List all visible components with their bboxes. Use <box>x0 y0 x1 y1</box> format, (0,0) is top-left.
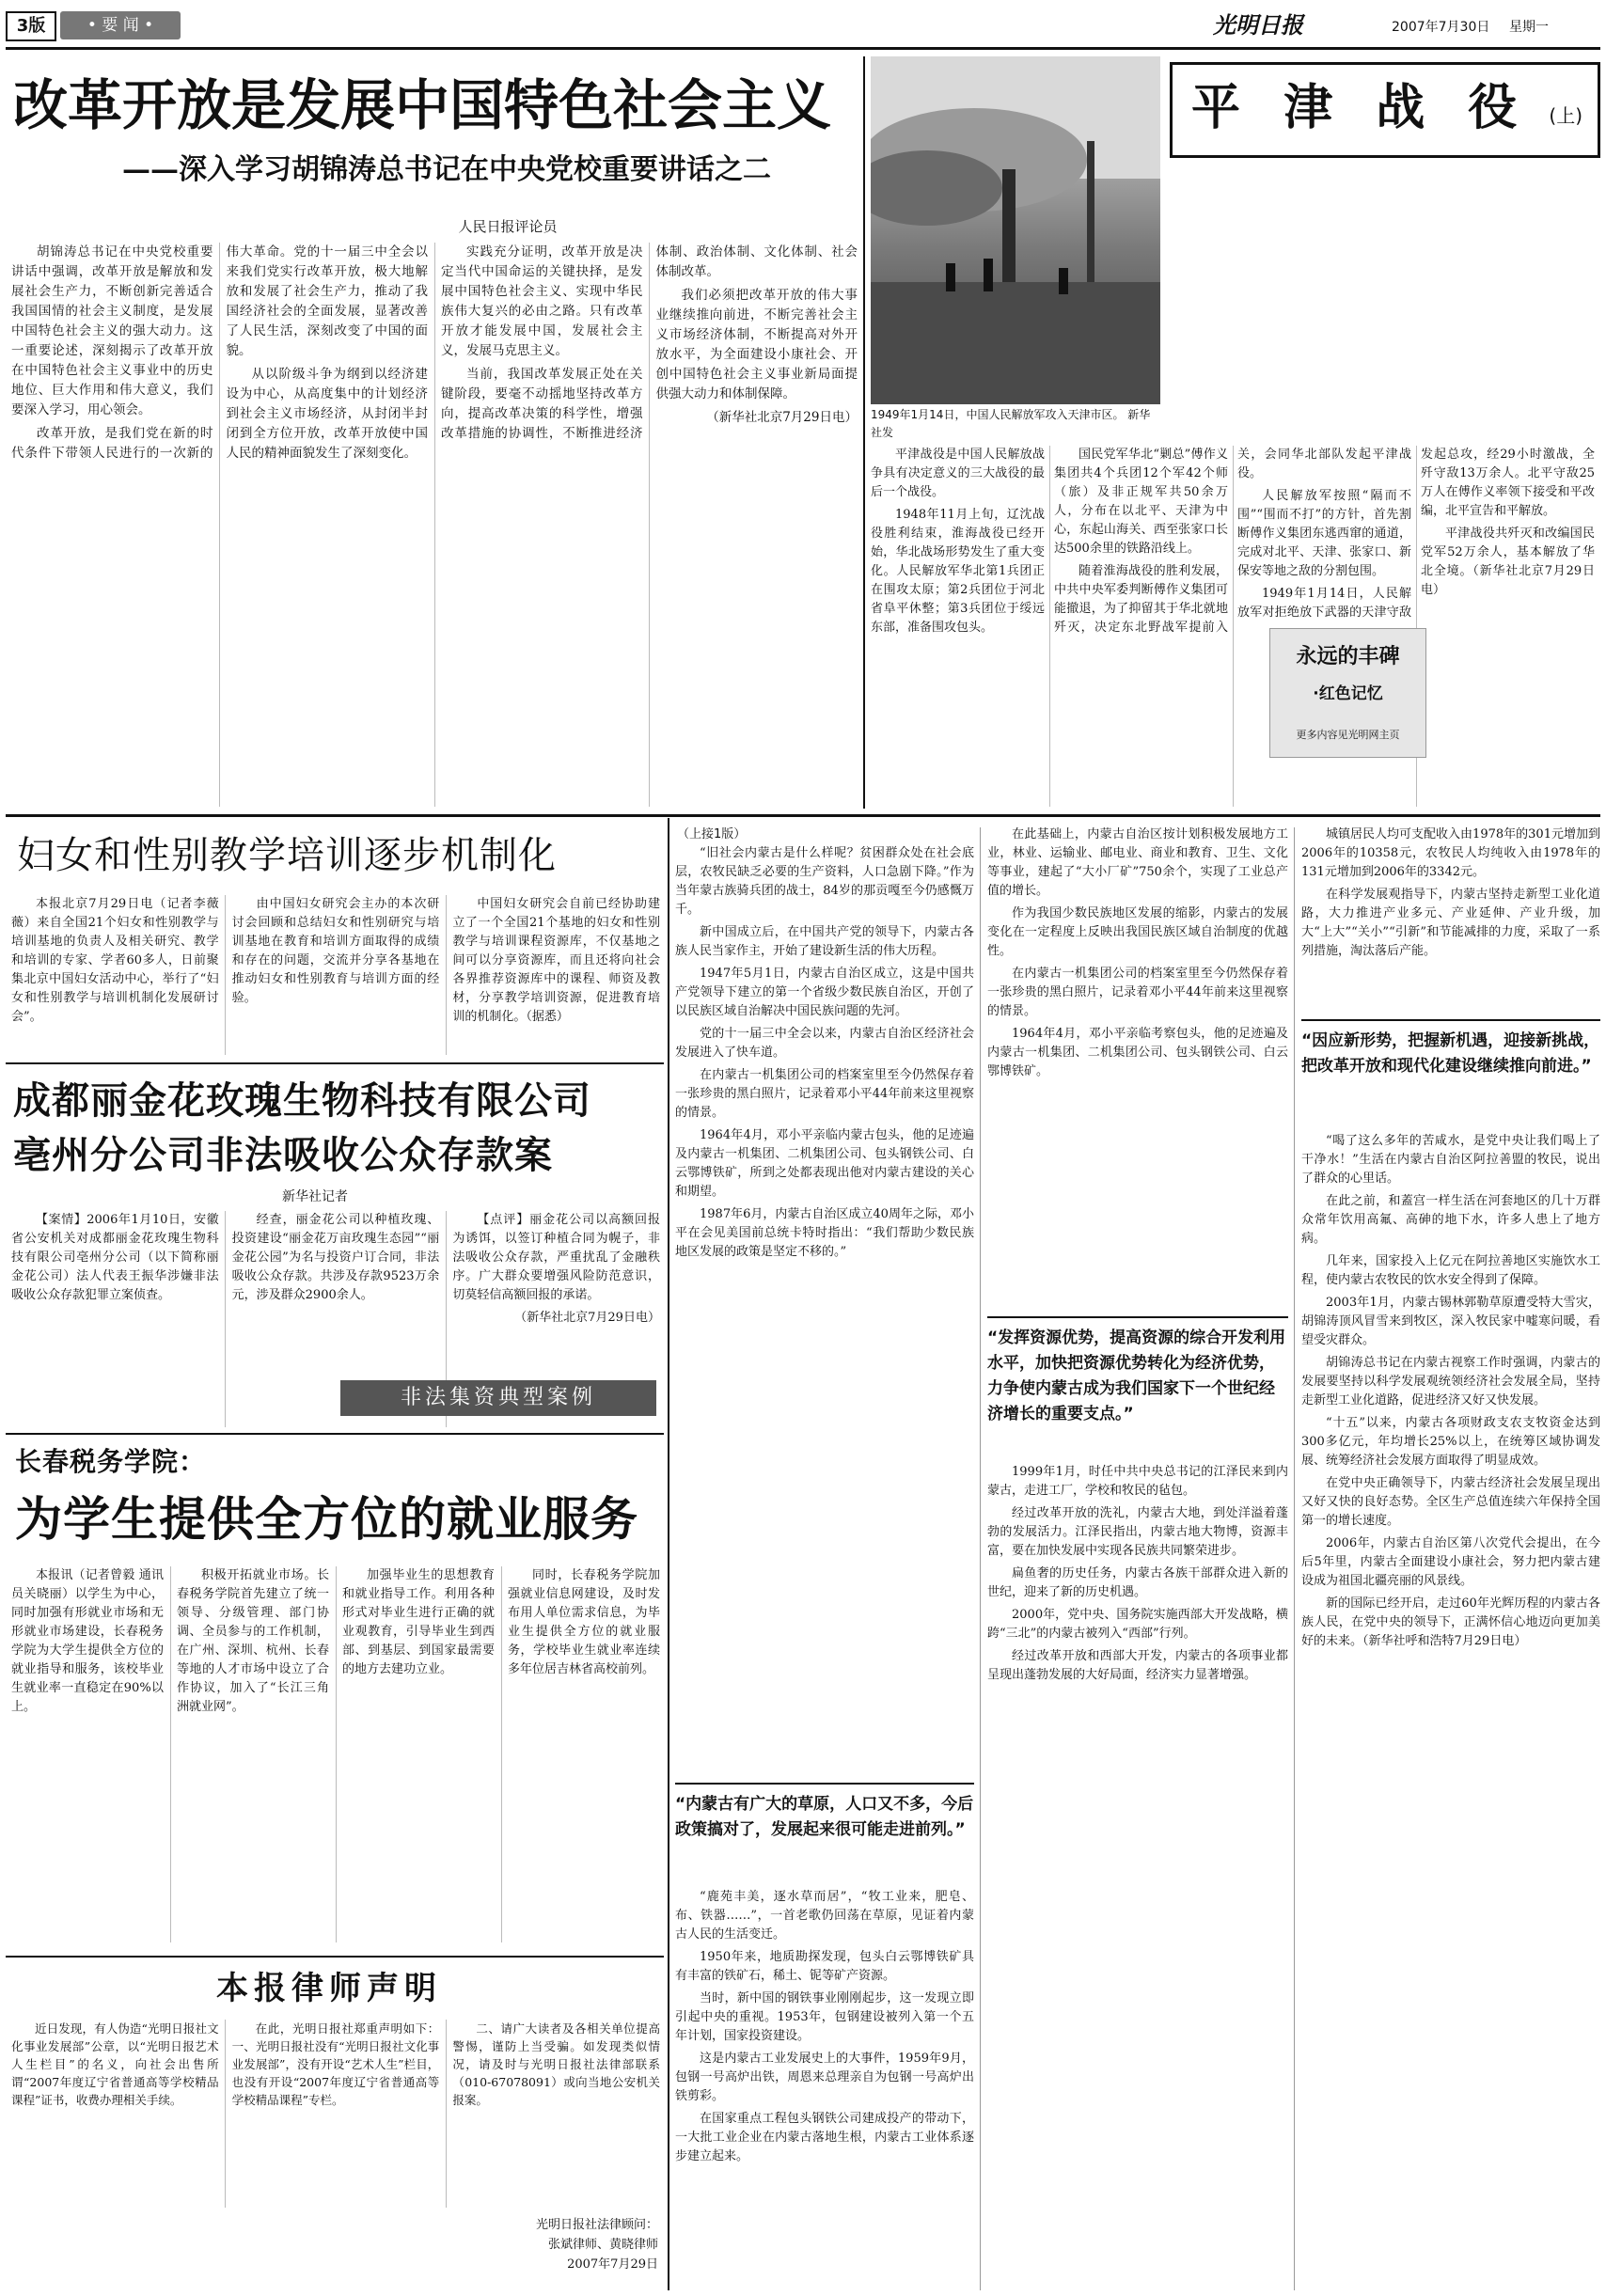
nm-paragraph: 经过改革开放的洗礼，内蒙古大地，到处洋溢着蓬勃的发展活力。江泽民指出，内蒙古地大物博，资源丰富，要在加快发展中实现各民族共同繁荣进步。 <box>987 1506 1288 1558</box>
continued-marker: （上接1版） <box>677 827 747 841</box>
nm-paragraph: 1964年4月，邓小平亲临内蒙古包头，他的足迹遍及内蒙古一机集团、二机集团公司、包头钢铁公司、白云鄂博铁矿，所到之处都表现出他对内蒙古建设的关心和期望。 <box>675 1128 974 1199</box>
pingjin-paragraph: 人民解放军按照“隔而不围”“围而不打”的方针，首先割断傅作义集团东逃西窜的通道，完成对北平、天津、张家口、新保安等地之敌的分割包围。 <box>1237 489 1411 578</box>
women-paragraph: 由中国妇女研究会主办的本次研讨会回顾和总结妇女和性别研究与培训基地在教育和培训方面取得的成绩和存在的问题，交流并分享各基地在推动妇女和性别教育与培训方面的经验。 <box>231 897 440 1005</box>
nm-paragraph: 2006年，内蒙古自治区第八次党代会提出，在今后5年里，内蒙古全面建设小康社会，努力把内蒙古建设成为祖国北疆亮丽的风景线。 <box>1301 1536 1600 1588</box>
pingjin-paragraph: 平津战役是中国人民解放战争具有决定意义的三大战役的最后一个战役。 <box>871 448 1045 499</box>
nm-col2-bottom <box>987 1463 1288 2290</box>
nm-paragraph: “喝了这么多年的苦咸水，是党中央让我们喝上了干净水！”生活在内蒙古自治区阿拉善盟的牧民，说出了群众的心里话。 <box>1301 1134 1600 1186</box>
section-label: • 要 闻 • <box>60 11 181 39</box>
case-headline-line2: 亳州分公司非法吸收公众存款案 <box>13 1134 553 1177</box>
nm-paragraph: 这是内蒙古工业发展史上的大事件，1959年9月，包钢一号高炉出铁，周恩来总理亲自为包钢一号高炉出铁剪彩。 <box>675 2052 974 2103</box>
nm-paragraph: “十五”以来，内蒙古各项财政支农支牧资金达到300多亿元，年均增长25%以上，在统筹区域协调发展、统筹经济社会发展方面取得了明显成效。 <box>1301 1416 1600 1468</box>
nm-paragraph: 1950年来，地质勘探发现，包头白云鄂博铁矿具有丰富的铁矿石，稀土、铌等矿产资源。 <box>675 1950 974 1983</box>
issue-weekday: 星期一 <box>1509 20 1549 35</box>
lawyer-paragraph: 近日发现，有人伪造“光明日报社文化事业发展部”公章，以“光明日报艺术人生栏目”的名义，向社会出售所谓“2007年度辽宁省普通高等学校精品课程”证书，收费办理相关手续。 <box>11 2021 219 2107</box>
nm-col2-top <box>987 826 1288 1309</box>
lead-paragraph: 我们必须把改革开放的伟大事业继续推向前进，不断完善社会主义市场经济体制，不断提高对外开放水平，为全面建设小康社会、开创中国特色社会主义事业新局面提供强大动力和体制保障。 <box>655 288 858 401</box>
nm-pull-quote-3: “因应新形势，把握新机遇，迎接新挑战，把改革开放和现代化建设继续推向前进。” <box>1301 1019 1600 1132</box>
nm-paragraph: 在内蒙古一机集团公司的档案室里至今仍然保存着一张珍贵的黑白照片，记录着邓小平44年前来这里视察的情景。 <box>987 967 1288 1018</box>
paper-name: 光明日报 <box>1213 11 1303 39</box>
nm-paragraph: 1987年6月，内蒙古自治区成立40周年之际，邓小平在会见美国前总统卡特时指出：“我们帮助少数民族地区发展的政策是坚定不移的。” <box>675 1207 974 1259</box>
case-headline-line1: 成都丽金花玫瑰生物科技有限公司 <box>13 1079 591 1123</box>
page-number: 3版 <box>6 11 56 41</box>
case-byline: 新华社记者 <box>282 1189 348 1204</box>
changchun-headline: 为学生提供全方位的就业服务 <box>15 1492 638 1547</box>
women-paragraph: 中国妇女研究会自前已经协助建立了一个全国21个基地的妇女和性别教学与培训课程资源库，不仅基地之间可以分享资源库，而且还将向社会各界推荐资源库中的课程、师资及教材，分享教学培训资源，促进教育培训的机制化。（据悉） <box>452 897 660 1024</box>
nm-paragraph: 胡锦涛总书记在内蒙古视察工作时强调，内蒙古的发展要坚持以科学发展观统领经济社会发展全局，坚持走新型工业化道路，促进经济又好又快发展。 <box>1301 1356 1600 1407</box>
nm-paragraph: 几年来，国家投入上亿元在阿拉善地区实施饮水工程，使内蒙古农牧民的饮水安全得到了保障。 <box>1301 1254 1600 1287</box>
lawyer-signer: 光明日报社法律顾问： <box>535 2218 658 2232</box>
nm-paragraph: “鹿苑丰美，逐水草而居”，“牧工业来，肥皂、布、铁器……”，一首老歌仍回荡在草原，见证着内蒙古人民的生活变迁。 <box>675 1890 974 1942</box>
lead-paragraph: 当前，我国改革发展正处在关键阶段，要毫不动摇地坚持改革方向，提高改革决策的科学性，增强改革措施的协调性，不断推进经济体制、政治体制、文化体制、社会体制改革。 <box>441 244 858 441</box>
battle-photo-image <box>871 56 1160 404</box>
nm-col3-top <box>1301 826 1600 1014</box>
changchun-paragraph: 积极开拓就业市场。长春税务学院首先建立了统一领导、分级管理、部门协调、全员参与的工作机制，在广州、深圳、杭州、长春等地的人才市场中设立了合作协议，加入了“长江三角洲就业网”。 <box>177 1568 329 1714</box>
pingjin-part: (上) <box>1549 104 1582 127</box>
nm-paragraph: 作为我国少数民族地区发展的缩影，内蒙古的发展变化在一定程度上反映出我国民族区域自治制度的优越性。 <box>987 906 1288 958</box>
nm-paragraph: 在此之前，和蓋宫一样生活在河套地区的几十万群众常年饮用高氟、高砷的地下水，许多人患上了地方病。 <box>1301 1194 1600 1246</box>
lead-paragraph: 从以阶级斗争为纲到以经济建设为中心，从高度集中的计划经济到社会主义市场经济，从封闭半封闭到全方位开放，改革开放使中国人民的精神面貌发生了深刻变化。 <box>226 367 428 461</box>
nm-paragraph: 1999年1月，时任中共中央总书记的江泽民来到内蒙古，走进工厂，学校和牧民的毡包。 <box>987 1465 1288 1498</box>
lawyer-body <box>11 2020 660 2208</box>
nm-paragraph: 党的十一届三中全会以来，内蒙古自治区经济社会发展进入了快车道。 <box>675 1027 974 1060</box>
lawyer-headline: 本报律师声明 <box>216 1970 442 2007</box>
changchun-paragraph: 同时，长春税务学院加强就业信息网建设，及时发布用人单位需求信息，为毕业生提供全方位的就业服务，学校毕业生就业率连续多年位居吉林省高校前列。 <box>508 1568 660 1676</box>
women-paragraph: 本报北京7月29日电（记者李薇薇）来自全国21个妇女和性别教学与培训基地的负责人及相关研究、教学和培训的专家、学者60多人，日前聚集北京中国妇女活动中心，举行了“妇女和性别教学与培训机制化发展研讨会”。 <box>11 897 219 1024</box>
section-rule <box>6 814 1600 817</box>
nm-paragraph: 城镇居民人均可支配收入由1978年的301元增加到2006年的10358元，农牧民人均纯收入由1978年的131元增加到2006年的3342元。 <box>1301 827 1600 879</box>
badge-title: 永远的丰碑 <box>1296 645 1400 668</box>
changchun-kicker: 长春税务学院： <box>15 1446 207 1477</box>
nm-paragraph: 在科学发展观指导下，内蒙古坚持走新型工业化道路，大力推进产业多元、产业延伸、产业升级，加大“上大”“关小”“引新”和节能减排的力度，采取了一系列措施，淘汰落后产能。 <box>1301 888 1600 958</box>
pingjin-paragraph: 随着淮海战役的胜利发展，中共中央军委判断傅作义集团可能撤退，为了抑留其于华北就地歼灭，决定东北野战军提前入关，会同华北部队发起平津战役。 <box>1054 448 1411 635</box>
nm-paragraph: 在国家重点工程包头钢铁公司建成投产的带动下，一大批工业企业在内蒙古落地生根，内蒙古工业体系逐步建立起来。 <box>675 2112 974 2163</box>
pingjin-paragraph: 平津战役共歼灭和改编国民党军52万余人，基本解放了华北全境。（新华社北京7月29日电） <box>1421 527 1595 597</box>
column-divider <box>863 56 865 809</box>
pingjin-paragraph: 1948年11月上旬，辽沈战役胜利结束，淮海战役已经开始，华北战场形势发生了重大变化。人民解放军华北第1兵团正在围攻太原；第2兵团位于河北省阜平休整；第3兵团位于绥远东部，准备围攻包头。 <box>871 508 1045 635</box>
nm-paragraph: 在此基础上，内蒙古自治区按计划积极发展地方工业，林业、运输业、邮电业、商业和教育、卫生、文化等事业，建起了“大小厂矿”750余个，实现了工业总产值的增长。 <box>987 827 1288 898</box>
pingjin-title: 平 津 战 役 <box>1191 80 1531 136</box>
nm-pull-quote-1: “内蒙古有广大的草原，人口又不多，今后政策搞对了，发展起来很可能走进前列。” <box>675 1783 974 1886</box>
pingjin-paragraph: 国民党军华北“剿总”傅作义集团共4个兵团12个军42个师（旅）及非正规军共50余万人，分布在以北平、天津为中心，东起山海关、西至张家口长达500余里的铁路沿线上。 <box>1054 448 1228 556</box>
women-body <box>11 895 660 1055</box>
changchun-paragraph: 本报讯（记者曾毅 通讯员关晓丽）以学生为中心，同时加强有形就业市场和无形就业市场建设，长春税务学院为大学生提供全方位的就业指导和服务，该校毕业生就业率一直稳定在90%以上。 <box>11 1568 164 1714</box>
case-paragraph: 【案情】2006年1月10日，安徽省公安机关对成都丽金花玫瑰生物科技有限公司亳州分公司（以下简称丽金花公司）法人代表王振华涉嫌非法吸收公众存款犯罪立案侦查。 <box>11 1213 219 1302</box>
case-paragraph: 经查，丽金花公司以种植玫瑰、投资建设“丽金花万亩玫瑰生态园”“丽金花公园”为名与投资户订合同，非法吸收公众存款。共涉及存款9523万余元，涉及群众2900余人。 <box>231 1213 440 1302</box>
nm-paragraph: 新中国成立后，在中国共产党的领导下，内蒙古各族人民当家作主，开始了建设新生活的伟大历程。 <box>675 925 974 958</box>
women-headline: 妇女和性别教学培训逐步机制化 <box>17 834 557 877</box>
nm-paragraph: 经过改革开放和西部大开发，内蒙古的各项事业都呈现出蓬勃发展的大好局面，经济实力显著增强。 <box>987 1649 1288 1682</box>
lawyer-date: 2007年7月29日 <box>567 2257 658 2272</box>
nm-pull-quote-2: “发挥资源优势，提高资源的综合开发利用水平，加快把资源优势转化为经济优势，力争使内蒙古成为我们国家下一个世纪经济增长的重要支点。” <box>987 1316 1288 1455</box>
nm-col1-bottom <box>675 1888 974 2290</box>
lawyer-signer-names: 张斌律师、黄晓律师 <box>547 2238 658 2252</box>
changchun-body <box>11 1566 660 1942</box>
case-paragraph: 【点评】丽金花公司以高额回报为诱饵，以签订种植合同为幌子，非法吸收公众存款，严重扰乱了金融秩序。广大群众要增强风险防范意识，切莫轻信高额回报的承诺。 <box>452 1213 660 1302</box>
column-divider <box>1294 827 1295 2290</box>
lawyer-paragraph: 在此，光明日报社郑重声明如下：一、光明日报社没有“光明日报社文化事业发展部”，没有开设“艺术人生”栏目，也没有开设“2007年度辽宁省普通高等学校精品课程”专栏。 <box>231 2021 440 2107</box>
changchun-paragraph: 加强毕业生的思想教育和就业指导工作。利用各种形式对毕业生进行正确的就业观教育，引导毕业生到西部、到基层、到国家最需要的地方去建功立业。 <box>342 1568 495 1676</box>
nm-col3-bottom <box>1301 1132 1600 2290</box>
pingjin-paragraph: 1949年1月14日，人民解放军对拒绝放下武器的天津守敌发起总攻，经29小时激战，全歼守敌13万余人。北平守敌25万人在傅作义率领下接受和平改编，北平宣告和平解放。 <box>1237 448 1595 620</box>
column-divider <box>980 827 981 2290</box>
lead-paragraph: 改革开放，是我们党在新的时代条件下带领人民进行的一次新的伟大革命。党的十一届三中全会以来我们党实行改革开放，极大地解放和发展了社会生产力，推动了我国经济社会的全面发展，显著改善了人民生活，深刻改变了中国的面貌。 <box>11 244 428 461</box>
nm-paragraph: 扁鱼奢的历史任务，内蒙古各族干部群众进入新的世纪，迎来了新的历史机遇。 <box>987 1566 1288 1599</box>
column-divider <box>668 818 669 2290</box>
issue-date: 2007年7月30日 <box>1392 20 1490 35</box>
lead-headline: 改革开放是发展中国特色社会主义 <box>13 73 832 137</box>
section-rule <box>6 1062 664 1064</box>
nm-paragraph: “旧社会内蒙古是什么样呢？贫困群众处在社会底层，农牧民缺乏必要的生产资料，人口急剧下降。”作为当年蒙古族骑兵团的战士，84岁的那贡嘎至今仍感慨万千。 <box>675 846 974 917</box>
lead-byline: 人民日报评论员 <box>458 218 558 235</box>
pingjin-body <box>871 446 1595 807</box>
memorial-badge <box>1269 628 1426 758</box>
nm-paragraph: 1964年4月，邓小平亲临考察包头，他的足迹遍及内蒙古一机集团、二机集团公司、包头钢铁公司、白云鄂博铁矿。 <box>987 1027 1288 1078</box>
nm-paragraph: 新的国际已经开启，走过60年光辉历程的内蒙古各族人民，在党中央的领导下，正满怀信心地迈向更加美好的未来。（新华社呼和浩特7月29日电） <box>1301 1596 1600 1648</box>
battle-photo <box>871 56 1160 404</box>
lawyer-signature <box>442 2215 658 2290</box>
nm-col1-top <box>675 844 974 1775</box>
lead-subheadline: ——深入学习胡锦涛总书记在中央党校重要讲话之二 <box>122 153 771 186</box>
masthead-rule <box>6 47 1600 50</box>
nm-paragraph: 在党中央正确领导下，内蒙古经济社会发展呈现出又好又快的良好态势。全区生产总值连续六年保持全国第一的增长速度。 <box>1301 1476 1600 1528</box>
nm-paragraph: 1947年5月1日，内蒙古自治区成立，这是中国共产党领导下建立的第一个省级少数民族自治区，开创了以民族区域自治解决中国民族问题的先河。 <box>675 967 974 1018</box>
case-banner: 非法集资典型案例 <box>340 1380 656 1416</box>
pingjin-title-box <box>1170 62 1600 158</box>
lead-paragraph: 实践充分证明，改革开放是决定当代中国命运的关键抉择，是发展中国特色社会主义、实现中华民族伟大复兴的必由之路。只有改革开放才能发展中国，发展社会主义，发展马克思主义。 <box>441 244 643 358</box>
nm-paragraph: 在内蒙古一机集团公司的档案室里至今仍然保存着一张珍贵的黑白照片，记录着邓小平44年前来这里视察的情景。 <box>675 1068 974 1120</box>
badge-subtitle: ·红色记忆 <box>1313 684 1383 703</box>
case-dateline: （新华社北京7月29日电） <box>514 1311 660 1325</box>
photo-caption: 1949年1月14日，中国人民解放军攻入天津市区。 新华社发 <box>871 408 1151 439</box>
nm-paragraph: 当时，新中国的钢铁事业刚刚起步，这一发现立即引起中央的重视。1953年，包钢建设被列入第一个五年计划，国家投资建设。 <box>675 1991 974 2043</box>
nm-paragraph: 2003年1月，内蒙古锡林郭勒草原遭受特大雪灾，胡锦涛顶风冒雪来到牧区，深入牧民家中嘘寒问暖，看望受灾群众。 <box>1301 1296 1600 1347</box>
lead-paragraph: 胡锦涛总书记在中央党校重要讲话中强调，改革开放是解放和发展社会生产力，不断创新完善适合我国国情的社会主义制度，是发展中国特色社会主义的强大动力。这一重要论述，深刻揭示了改革开放在中国特色社会主义事业中的历史地位、巨大作用和伟大意义，我们要深入学习，用心领会。 <box>11 244 213 417</box>
section-rule <box>6 1956 664 1958</box>
more-content-link[interactable]: 更多内容见光明网主页 <box>1296 729 1400 741</box>
section-rule <box>6 1433 664 1435</box>
lead-body <box>11 243 858 807</box>
lead-dateline: （新华社北京7月29日电） <box>706 410 858 425</box>
lawyer-paragraph: 二、请广大读者及各相关单位提高警惕，谨防上当受骗。如发现类似情况，请及时与光明日报社法律部联系（010-67078091）或向当地公安机关报案。 <box>452 2021 660 2107</box>
nm-paragraph: 2000年，党中央、国务院实施西部大开发战略，横跨“三北”的内蒙古被列入“西部”行列。 <box>987 1608 1288 1641</box>
